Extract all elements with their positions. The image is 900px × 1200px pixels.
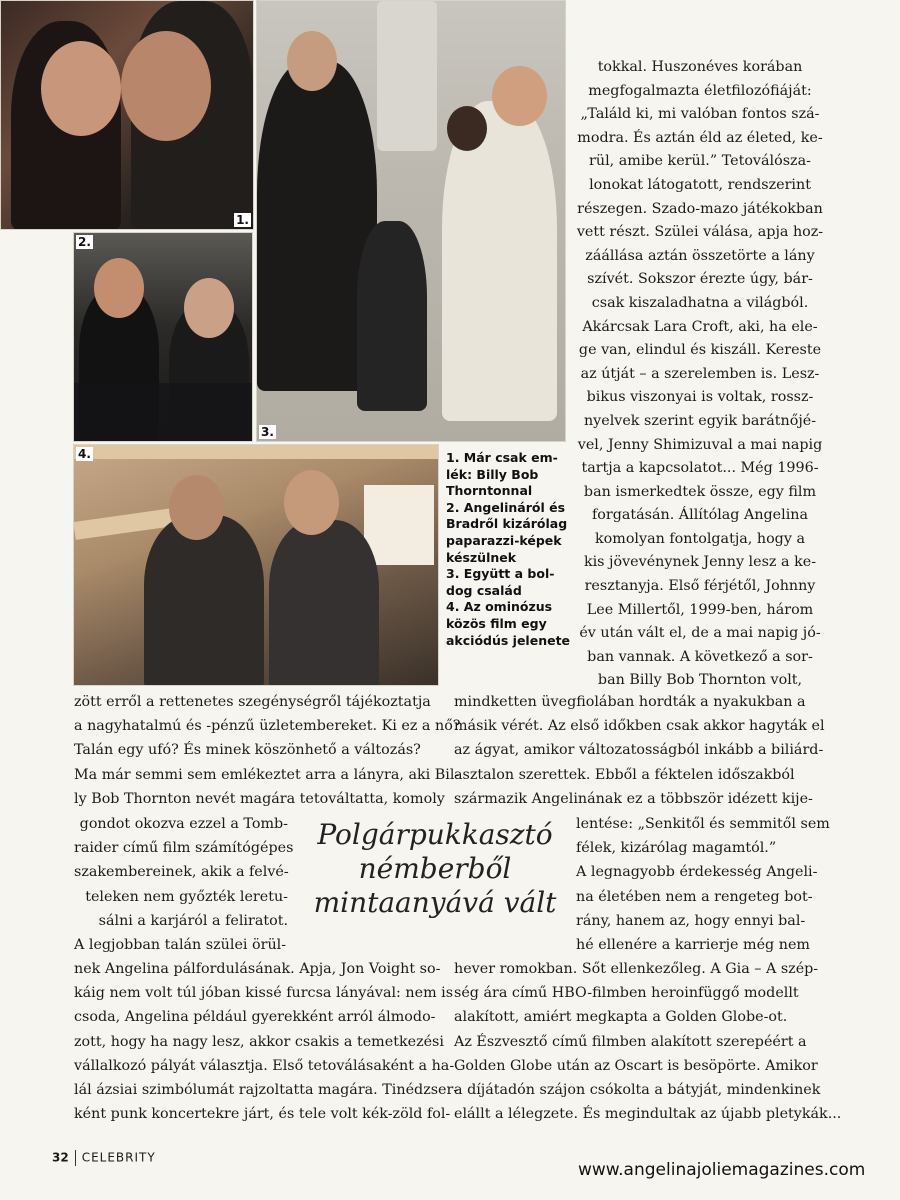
text-line: csoda, Angelina például gyerekként arról álmodo- [74,1009,436,1026]
photo-face [94,258,144,318]
text-line: A legjobban talán szülei örül- [74,937,287,954]
caption-line: 4. Az ominózus [446,599,553,615]
text-line: származik Angelinának ez a többször idézett kije- [454,790,813,807]
text-line: bikus viszonyai is voltak, rossz- [586,389,814,406]
text-line: mindketten üvegfiolában hordták a nyakukban a [454,694,806,710]
photo-face [284,470,339,535]
text-line: szívét. Sokszor érezte úgy, bár- [587,271,813,288]
text-line: vel, Jenny Shimizuval a mai napig [577,436,823,453]
text-line: másik vérét. Az első időkben csak akkor hagyták el [454,718,825,735]
text-line: az útját – a szerelemben is. Lesz- [580,365,820,382]
photo-face [184,278,234,338]
text-line: megfogalmazta életfilozófiáját: [588,82,812,99]
text-line: hé ellenére a karrierje még nem [576,937,810,954]
photo-face [492,66,547,126]
watermark-url: www.angelinajoliemagazines.com [578,1160,866,1180]
article-left-bottom [74,957,458,1126]
section-name: CELEBRITY [81,1150,156,1165]
text-line: év után vált el, de a mai napig jó- [579,625,821,642]
text-line: ge van, elindul és kiszáll. Kereste [578,342,822,359]
text-line: Talán egy ufó? És minek köszönhető a változás? [74,742,421,759]
text-line: rül, amibe kerül.” Tetoválósza- [589,153,811,170]
caption-line: készülnek [446,549,517,565]
text-line: a nagyhatalmú és -pénzű üzletembereket. Ki ez a nő? [74,718,461,735]
text-line: rány, hanem az, hogy ennyi bal- [576,912,806,929]
caption-line: 2. Angelináról és [446,499,566,515]
photo-window [364,485,434,565]
text-line: ban ismerkedtek össze, egy film [583,483,817,500]
text-line: hever romokban. Sőt ellenkezőleg. A Gia – A szép- [454,961,819,977]
footer-divider [75,1150,76,1166]
photo-number: 3. [261,425,274,439]
photo-face [287,31,337,91]
article-left-top [74,690,460,811]
text-line: ség ára című HBO-filmben heroinfüggő modellt [454,985,799,1002]
text-line: tokkal. Huszonéves korában [597,59,803,75]
text-line: teleken nem győzték leretu- [85,888,288,905]
photo-number: 4. [78,447,91,461]
caption-line: dog család [446,582,522,598]
text-line: káig nem volt túl jóban kissé furcsa lányával: nem is [74,985,454,1002]
text-line: nyelvek szerint egyik barátnőjé- [583,412,817,429]
photo-figure [269,520,379,686]
photo-captions [446,450,570,649]
article-middle-bottom [454,957,841,1126]
text-line: lentése: „Senkitől és semmitől sem [576,816,830,832]
headline [290,818,580,920]
text-line: resztanyja. Első férjétől, Johnny [584,578,816,595]
photo-face [169,475,224,540]
caption-line: Thorntonnal [446,483,533,499]
text-line: na életében nem a rengeteg bot- [576,888,813,905]
photo-kiss [0,0,254,230]
caption-line: közös film egy [446,615,547,631]
photo-face [121,31,211,141]
text-line: csak kiszaladhatna a világból. [591,294,809,311]
page-number: 32 [52,1150,69,1165]
photo-beam [74,445,438,459]
headline-line: mintaanyává vált [313,886,557,919]
text-line: asztalon szerettek. Ebből a féktelen időszakból [454,766,795,783]
text-line: zött erről a rettenetes szegénységről tájékoztatja [74,694,431,710]
text-line: kis jövevénynek Jenny lesz a ke- [583,554,817,571]
text-line: alakított, amiért megkapta a Golden Globe-ot. [454,1009,788,1026]
text-line: szakembereinek, akik a felvé- [74,864,289,881]
caption-line: lék: Billy Bob [446,466,539,482]
photo-face [41,41,121,136]
text-line: raider című film számítógépes [74,840,294,857]
text-line: tartja a kapcsolatot... Még 1996- [581,460,819,477]
photo-family [256,0,566,442]
text-line: A legnagyobb érdekesség Angeli- [576,864,818,881]
text-line: komolyan fontolgatja, hogy a [595,530,805,547]
photo-pillar [377,1,437,151]
text-line: „Találd ki, mi valóban fontos szá- [580,106,820,123]
photo-paparazzi [73,232,253,442]
text-line: Golden Globe után az Oscart is besöpörte. Amikor [454,1057,818,1074]
article-middle-top [454,690,825,811]
text-line: ly Bob Thornton nevét magára tetováltatta, komoly [74,790,445,807]
photo-number: 1. [236,213,249,227]
photo-film-scene [73,444,439,686]
text-line: lál ázsiai szimbólumát rajzoltatta magára. Tinédzser- [74,1082,459,1099]
text-line: modra. És aztán éld az életed, ke- [577,129,823,146]
caption-line: akciódús jelenete [446,632,571,648]
article-right-narrow [576,812,830,957]
text-line: elállt a lélegzete. És megindultak az újabb pletykák... [454,1106,842,1123]
text-line: Akárcsak Lara Croft, aki, ha ele- [582,318,818,335]
text-line: gondot okozva ezzel a Tomb- [79,816,288,832]
photo-figure [357,221,427,411]
text-line: zott, hogy ha nagy lesz, akkor csakis a temetkezési [74,1033,444,1050]
text-line: forgatásán. Állítólag Angelina [591,507,809,524]
text-line: ként punk koncertekre járt, és tele volt kék-zöld fol- [74,1106,451,1123]
text-line: Az Észvesztő című filmben alakított szerepéért a [454,1033,807,1050]
article-right-column [572,56,828,693]
text-line: záállása aztán összetörte a lány [585,247,815,264]
text-line: a díjátadón szájon csókolta a bátyját, mindenkinek [454,1082,821,1099]
text-line: vállalkozó pályát választja. Első tetoválásaként a ha- [74,1057,455,1074]
photo-face [447,106,487,151]
photo-figure [144,515,264,686]
caption-line: 1. Már csak em- [446,450,558,465]
article-left-narrow [74,812,294,957]
text-line: Lee Millertől, 1999-ben, három [586,601,814,618]
text-line: vett részt. Szülei válása, apja hoz- [576,224,824,241]
text-line: félek, kizárólag magamtól.” [576,840,777,857]
page-footer [52,1150,156,1166]
photo-number: 2. [78,235,91,249]
text-line: ban Billy Bob Thornton volt, [597,672,803,689]
text-line: nek Angelina pálfordulásának. Apja, Jon Voight so- [74,961,441,977]
text-line: Ma már semmi sem emlékeztet arra a lányra, aki Bil- [74,766,460,783]
text-line: részegen. Szado-mazo játékokban [577,200,823,217]
text-line: sálni a karjáról a feliratot. [98,912,288,929]
text-line: lonokat látogatott, rendszerint [589,176,811,193]
text-line: ban vannak. A következő a sor- [587,648,813,665]
caption-line: paparazzi-képek [446,532,562,548]
text-line: az ágyat, amikor változatosságból inkább a biliárd- [454,742,824,759]
caption-line: Bradről kizárólag [446,516,568,532]
headline-line: Polgárpukkasztó [317,818,553,851]
headline-line: némberből [358,852,512,885]
photo-camera-crowd [74,383,252,441]
caption-line: 3. Együtt a bol- [446,566,555,582]
